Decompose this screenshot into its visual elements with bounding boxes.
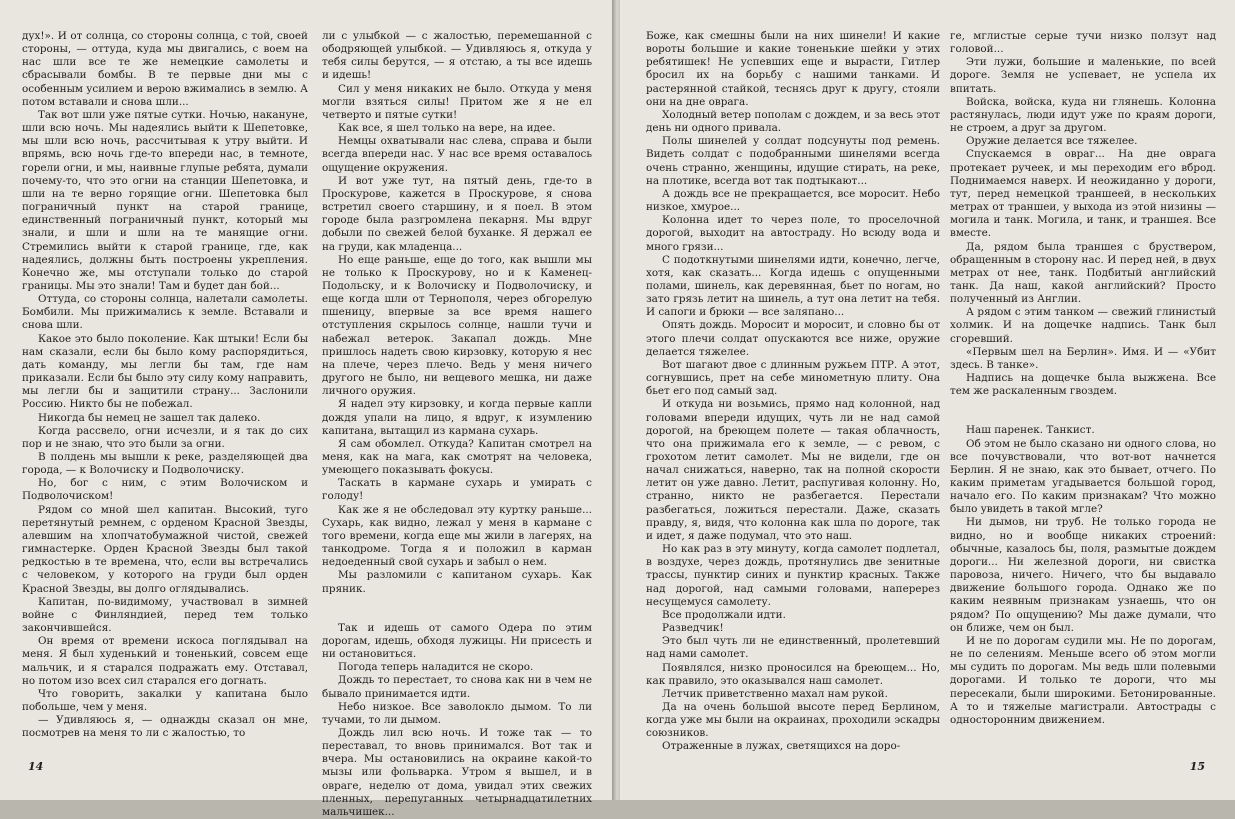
paragraph: Это был чуть ли не единственный, пролетевший над нами самолет.: [646, 635, 940, 661]
paragraph: Когда рассвело, огни исчезли, и я так до сих пор и не знаю, что это были за огни.: [22, 424, 308, 450]
right-page-column-1: [646, 30, 940, 753]
paragraph: — Удивляюсь я, — однажды сказал он мне, посмотрев на меня то ли с жалостью, то: [22, 714, 308, 740]
paragraph: Полы шинелей у солдат подсунуты под ремень. Видеть солдат с подобранными шинелями всегда очень странно, женщины, идущие стирать, на реке, на плотике, всегда вот так подтыкают...: [646, 135, 940, 187]
paragraph: «Первым шел на Берлин». Имя. И — «Убит здесь. В танке».: [950, 345, 1216, 371]
paragraph: Я сам обомлел. Откуда? Капитан смотрел на меня, как на мага, как смотрят на человека, умеющего показывать фокусы.: [322, 437, 592, 477]
paragraph: Все продолжали идти.: [662, 608, 786, 621]
paragraph: Но, бог с ним, с этим Волочиском и Подволочиском!: [22, 477, 308, 503]
paragraph: Да, рядом была траншея с бруствером, обращенным в сторону нас. И перед ней, в двух метрах от нее, танк. Подбитый английский танк. Да наш, какой английский? Просто полученный из Англии.: [950, 240, 1216, 306]
paragraph: Появлялся, низко проносился на бреющем... Но, как правило, это оказывался наш самолет.: [646, 661, 940, 687]
paragraph: Небо низкое. Все заволокло дымом. То ли тучами, то ли дымом.: [322, 700, 592, 726]
left-page-column-2: [322, 30, 592, 818]
paragraph: Эти лужи, большие и маленькие, по всей дороге. Земля не успевает, не успела их впитать.: [950, 56, 1216, 95]
paragraph: Колонна идет то через поле, то проселочной дорогой, выходит на автостраду. Но всюду вода и много грязи...: [646, 214, 940, 253]
paragraph: Холодный ветер пополам с дождем, и за весь этот день ни одного привала.: [646, 108, 940, 135]
paragraph: ге, мглистые серые тучи низко ползут над головой...: [950, 30, 1216, 56]
paragraph: В полдень мы вышли к реке, разделяющей два города, — к Волочиску и Подволочиску.: [22, 451, 308, 477]
paragraph: Отраженные в лужах, светящихся на доро-: [662, 740, 901, 753]
page-number: 14: [28, 760, 44, 773]
paragraph: Как все, я шел только на вере, на идее.: [338, 122, 556, 135]
paragraph: Какое это было поколение. Как штыки! Если бы нам сказали, если бы было кому распорядиться, дать команду, мы легли бы там, где нам приказали. Если бы было эту силу кому направить, мы легли бы и защитили страну... Заслонили Россию. Никто бы не побежал.: [22, 332, 308, 411]
paragraph: Таскать в кармане сухарь и умирать с голоду!: [322, 477, 592, 503]
paragraph: Он время от времени искоса поглядывал на меня. Я был худенький и тоненький, совсем еще мальчик, и я старался подражать ему. Отставал, но потом изо всех сил старался его догнать.: [22, 635, 308, 687]
paragraph: Капитан, по-видимому, участвовал в зимней войне с Финляндией, перед тем только закончившейся.: [22, 595, 308, 635]
paragraph: Вот шагают двое с длинным ружьем ПТР. А этот, согнувшись, прет на себе минометную плиту. Она бьет его под самый зад.: [646, 358, 940, 398]
paragraph: Так и идешь от самого Одера по этим дорогам, идешь, обходя лужицы. Ни присесть и ни остановиться.: [322, 621, 592, 661]
paragraph: Оттуда, со стороны солнца, налетали самолеты. Бомбили. Мы прижимались к земле. Вставали и снова шли.: [22, 293, 308, 332]
paragraph: Немцы охватывали нас слева, справа и были всегда впереди нас. У нас все время оставалось ощущение окружения.: [322, 135, 592, 174]
paragraph: Надпись на дощечке была выжжена. Все тем же раскаленным гвоздем.: [950, 372, 1216, 398]
paragraph: И вот уже тут, на пятый день, где-то в Проскурове, кажется в Проскурове, я снова встретил своего старшину, и я поел. В этом городе была разгромлена пекарня. Мы вдруг добыли по свежей белой буханке. Я держал ее на груди, как младенца...: [322, 174, 592, 253]
paragraph: Но как раз в эту минуту, когда самолет подлетал, в воздухе, через дождь, протянулись две зенитные трассы, пунктир синих и пунктир красных. Также над дорогой, над самыми головами, наперерез несущемуся самолету.: [646, 543, 940, 608]
paragraph: Сил у меня никаких не было. Откуда у меня могли взяться силы! Притом же я не ел четверто и пятые сутки!: [322, 82, 592, 121]
paragraph: А дождь все не прекращается, все моросит. Небо низкое, хмурое...: [646, 187, 940, 214]
paragraph: Наш паренек. Танкист.: [966, 424, 1095, 437]
paragraph: И не по дорогам судили мы. Не по дорогам, не по селениям. Меньше всего об этом могли мы судить по дорогам. Мы ведь шли полевыми дорогами. И только те дороги, что мы пересекали, были широкими. Бетонированные. А то и тяжелые магистрали. Автострады с односторонним движением.: [950, 634, 1216, 726]
paragraph: Летчик приветственно махал нам рукой.: [662, 687, 888, 700]
paragraph: Войска, войска, куда ни глянешь. Колонна растянулась, люди идут уже по краям дороги, не строем, а друг за другом.: [950, 95, 1216, 135]
paragraph: дух!». И от солнца, со стороны солнца, с той, своей стороны, — оттуда, куда мы двигались, с воем на нас шли все те же немецкие самолеты и сбрасывали бомбы. В те первые дни мы с особенным усилием и верою вжимались в землю. А потом вставали и снова шли...: [22, 30, 308, 108]
page-number: 15: [1189, 760, 1205, 773]
left-page: [0, 0, 612, 818]
paragraph: А рядом с этим танком — свежий глинистый холмик. И на дощечке надпись. Танк был сгоревший.: [950, 306, 1216, 345]
paragraph: Боже, как смешны были на них шинели! И какие вороты большие и какие тоненькие шейки у этих ребятишек! Не успевших еще и вырасти, Гитлер бросил их на борьбу с нашими танками. И растерянной стайкой, теснясь друг к другу, стояли они на дне оврага.: [646, 30, 940, 108]
paragraph: Но еще раньше, еще до того, как вышли мы не только к Проскурову, но и к Каменец-Подольску, и к Волочиску и Подволочиску, и еще когда шли от Тернополя, через обгорелую пшеницу, впервые за все время нашего отступления скрылось солнце, нашли тучи и набежал ветерок. Закапал дождь. Мне пришлось надеть свою кирзовку, которую я нес на плече, через плечо. Ведь у меня ничего другого не было, ни вещевого мешка, ни даже личного оружия.: [322, 253, 592, 398]
paragraph: И откуда ни возьмись, прямо над колонной, над головами впереди идущих, чуть ли не над самой дорогой, на бреющем полете — такая облачность, что она прижимала его к земле, — с ревом, с грохотом летит самолет. Мы не видели, где он начал снижаться, наверно, так на полной скорости летит он уже давно. Летит, распугивая колонну. Но, странно, никто не разбегается. Перестали разбегаться, ложиться перестали. Даже, сказать правду, я, видя, что колонна как шла по дороге, так и идет, я даже подумал, что это наш.: [646, 398, 940, 542]
paragraph: Дождь лил всю ночь. И тоже так — то переставал, то вновь принимался. Вот так и вчера. Мы остановились на окраине какой-то мызы или фольварка. Утром я вышел, и в овраге, неделю от дома, увидал этих свежих пленных, перепуганных четырнадцатилетних мальчишек...: [322, 726, 592, 818]
paragraph: Об этом не было сказано ни одного слова, но все почувствовали, что вот-вот начнется Берлин. Я не знаю, как это бывает, отчего. По каким приметам угадывается большой город, начало его. По каким признакам? Что можно было увидеть в такой мгле?: [950, 437, 1216, 516]
paragraph: Что говорить, закалки у капитана было побольше, чем у меня.: [22, 687, 308, 713]
paragraph: Да на очень большой высоте перед Берлином, когда уже мы были на окраинах, проходили эскадры союзников.: [646, 700, 940, 740]
paragraph: Рядом со мной шел капитан. Высокий, туго перетянутый ремнем, с орденом Красной Звезды, алевшим на хлопчатобумажной чистой, свежей гимнастерке. Орден Красной Звезды был такой редкостью в те времена, что, если вы встречались с человеком, у которого на груди был орден Красной Звезды, вы долго оглядывались.: [22, 503, 308, 595]
paragraph: Погода теперь наладится не скоро.: [338, 661, 534, 674]
right-page-column-2: [950, 30, 1216, 745]
left-page-column-1: [22, 30, 308, 745]
paragraph: С подоткнутыми шинелями идти, конечно, легче, хотя, как сказать... Когда идешь с опущенными полами, шинель, как деревянная, бьет по ногам, но зато грязь летит на шинель, а тут она летит на тебя. И сапоги и брюки — все заляпано...: [646, 253, 940, 319]
paragraph: Разведчик!: [662, 622, 724, 635]
paragraph: Мы разломили с капитаном сухарь. Как пряник.: [322, 569, 592, 595]
paragraph: Я надел эту кирзовку, и когда первые капли дождя упали на лицо, я вдруг, к изумлению капитана, вытащил из кармана сухарь.: [322, 398, 592, 437]
paragraph: Так вот шли уже пятые сутки. Ночью, накануне, шли всю ночь. Мы надеялись выйти к Шепетовке, мы шли всю ночь, рассчитывая к утру выйти. И впрямь, всю ночь где-то впереди нас, в темноте, горели огни, и мы, наивные глупые ребята, думали почему-то, что это огни на станции Шепетовка, и шли на те верно горящие огни. Шепетовка был пограничный пункт на старой границе, единственный пограничный пункт, который мы знали, и шли и шли на те манящие огни. Стремились выйти к старой границе, где, как надеялись, должны быть построены укрепления. Конечно же, мы отступали только до старой границы. Мы это знали! Там и будет дан бой...: [22, 108, 308, 292]
paragraph: ли с улыбкой — с жалостью, перемешанной с ободряющей улыбкой. — Удивляюсь я, откуда у тебя силы берутся, — я отстаю, а ты все идешь и идешь!: [322, 30, 592, 82]
paragraph: Никогда бы немец не зашел так далеко.: [38, 411, 261, 424]
right-page: [620, 0, 1235, 800]
paragraph: Ни дымов, ни труб. Не только города не видно, но и вообще никаких строений: обычные, казалось бы, поля, размытые дождем дороги... Ни железной дороги, ни свистка паровоза, ничего. Ничего, что бы выдавало движение большого города. Однако же по каким неявным признакам узнаешь, что он рядом? По ощущению? Мы даже думали, что он ближе, чем он был.: [950, 516, 1216, 634]
paragraph: Спускаемся в овраг... На дне оврага протекает ручеек, и мы переходим его вброд. Поднимаемся наверх. И неожиданно у дороги, тут, перед немецкой траншеей, в нескольких метрах от траншеи, у выхода из этой низины — могила и танк. Могила, и танк, и траншея. Все вместе.: [950, 148, 1216, 240]
paragraph: Опять дождь. Моросит и моросит, и словно бы от этого плечи солдат опускаются все ниже, оружие делается тяжелее.: [646, 319, 940, 358]
paragraph: Оружие делается все тяжелее.: [966, 135, 1138, 148]
paragraph: Как же я не обследовал эту куртку раньше... Сухарь, как видно, лежал у меня в кармане с того времени, когда еще мы жили в лагерях, на танкодроме. Тогда я и положил в карман недоеденный свой сухарь и забыл о нем.: [322, 503, 592, 569]
paragraph: Дождь то перестает, то снова как ни в чем не бывало принимается идти.: [322, 674, 592, 700]
book-gutter: [612, 0, 620, 800]
